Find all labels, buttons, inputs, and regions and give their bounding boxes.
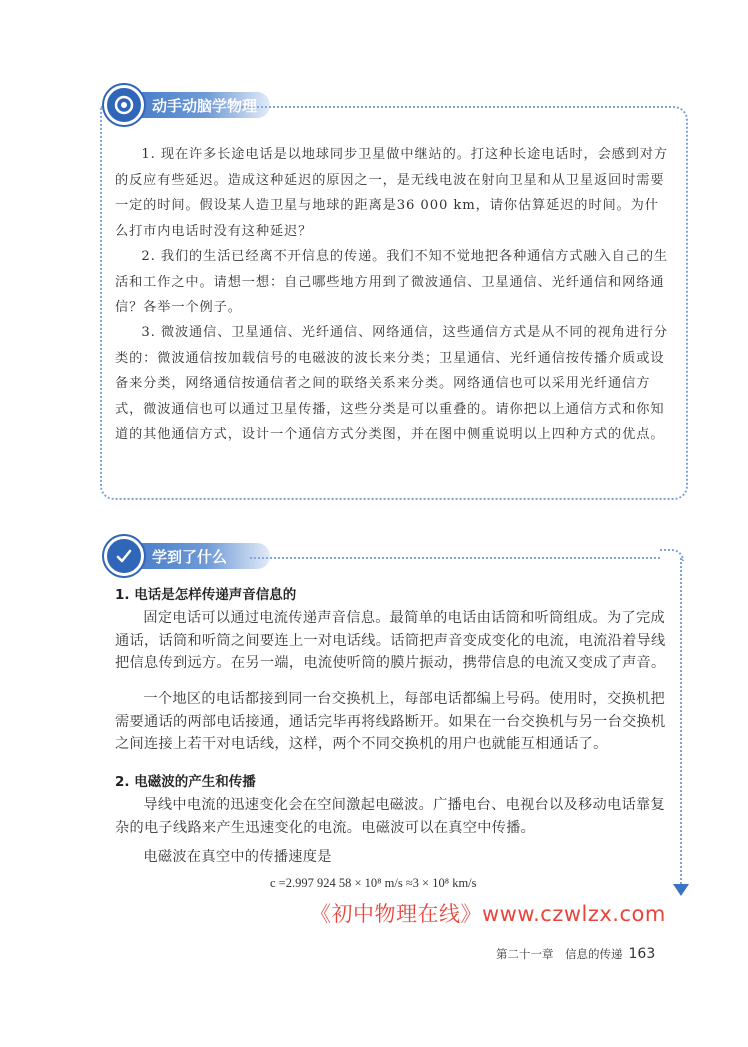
summary-paragraph-4: 电磁波在真空中的传播速度是: [143, 849, 332, 865]
subsection-title-2: 2. 电磁波的产生和传播: [115, 774, 256, 790]
summary-paragraph-1: 固定电话可以通过电流传递声音信息。最简单的电话由话筒和听筒组成。为了完成通话，话筒和听筒之间要连上一对电话线。话筒把声音变成变化的电流，电流沿着导线把信息传到远方。在另一端，电流使听筒的膜片振动，携带信息的电流又变成了声音。: [115, 610, 666, 671]
section-title: 动手动脑学物理: [152, 96, 258, 115]
target-icon: [104, 85, 144, 125]
summary-paragraph-3: 导线中电流的迅速变化会在空间激起电磁波。广播电台、电视台以及移动电话靠复杂的电子线路来产生迅速变化的电流。电磁波可以在真空中传播。: [115, 797, 665, 836]
subsection-title-1: 1. 电话是怎样传递声音信息的: [115, 587, 297, 603]
right-border-dots: [680, 558, 682, 888]
summary-paragraph-2: 一个地区的电话都接到同一台交换机上，每部电话都编上号码。使用时，交换机把需要通话的两部电话接通，通话完毕再将线路断开。如果在一台交换机与另一台交换机之间连接上若干对电话线，这样，两个不同交换机的用户也就能互相通话了。: [115, 691, 666, 752]
section-header-exercises: [110, 92, 270, 118]
exercise-1: 1. 现在许多长途电话是以地球同步卫星做中继站的。打这种长途电话时，会感到对方的反应有些延迟。造成这种延迟的原因之一，是无线电波在射向卫星和从卫星返回时需要一定的时间。假设某人造卫星与地球的距离是36 000 km，请你估算延迟的时间。为什么打市内电话时没有这种延迟？: [115, 147, 669, 239]
page-number: 163: [628, 946, 656, 962]
pencil-check-icon: [104, 536, 144, 576]
down-arrow-icon: [673, 884, 689, 896]
section-divider: [250, 557, 660, 559]
section-title: 学到了什么: [152, 547, 228, 566]
page-footer: [496, 946, 655, 962]
chapter-title: 第二十一章 信息的传递: [496, 947, 623, 961]
speed-of-light-formula: c =2.997 924 58 × 10⁸ m/s ≈3 × 10⁸ km/s: [270, 876, 477, 890]
exercise-2: 2. 我们的生活已经离不开信息的传递。我们不知不觉地把各种通信方式融入自己的生活和工作之中。请想一想：自己哪些地方用到了微波通信、卫星通信、光纤通信和网络通信？各举一个例子。: [115, 249, 669, 315]
watermark-text: 《初中物理在线》www.czwlzx.com: [310, 902, 666, 926]
section-header-summary: [110, 543, 270, 569]
exercise-3: 3. 微波通信、卫星通信、光纤通信、网络通信，这些通信方式是从不同的视角进行分类的：微波通信按加载信号的电磁波的波长来分类；卫星通信、光纤通信按传播介质或设备来分类，网络通信按通信者之间的联络关系来分类。网络通信也可以采用光纤通信方式，微波通信也可以通过卫星传播，这些分类是可以重叠的。请你把以上通信方式和你知道的其他通信方式，设计一个通信方式分类图，并在图中侧重说明以上四种方式的优点。: [115, 325, 669, 442]
